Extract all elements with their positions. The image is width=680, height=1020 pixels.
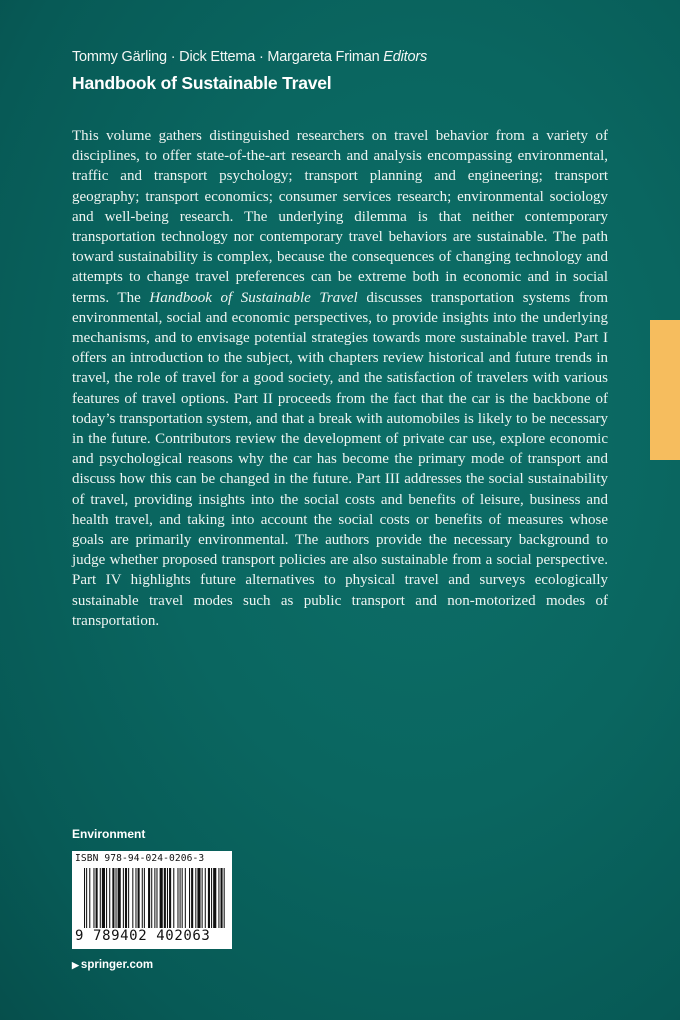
barcode-bar	[100, 868, 101, 928]
barcode-bar	[213, 868, 216, 928]
publisher-website[interactable]	[72, 959, 153, 971]
barcode-bar	[167, 868, 168, 928]
editors-line	[72, 49, 427, 65]
description-blurb	[72, 126, 608, 631]
barcode-bar	[93, 868, 94, 928]
barcode-bar	[182, 868, 183, 928]
barcode-bar	[218, 868, 219, 928]
barcode-bar	[185, 868, 186, 928]
barcode-bar	[128, 868, 129, 928]
barcode-bar	[180, 868, 181, 928]
barcode-bar	[142, 868, 143, 928]
barcode-bar	[156, 868, 157, 928]
barcode-bar	[151, 868, 152, 928]
barcode-bar	[96, 868, 98, 928]
barcode-bar	[177, 868, 178, 928]
barcode-bar	[106, 868, 107, 928]
barcode-bar	[112, 868, 114, 928]
website-label: springer.com	[80, 959, 154, 971]
isbn-digits: 9 789402 402063	[75, 928, 211, 944]
barcode-bar	[221, 868, 223, 928]
barcode-bar	[164, 868, 166, 928]
barcode-bar	[202, 868, 203, 928]
barcode-bar	[132, 868, 133, 928]
barcode-bar	[125, 868, 127, 928]
barcode-bar	[123, 868, 124, 928]
arrow-icon: ▶	[72, 960, 79, 970]
isbn-barcode	[72, 851, 232, 949]
barcode-bar	[205, 868, 206, 928]
barcode-bar	[211, 868, 212, 928]
barcode-bar	[144, 868, 145, 928]
barcode-bar	[86, 868, 87, 928]
book-title: Handbook of Sustainable Travel	[72, 73, 332, 93]
barcode-bar	[195, 868, 196, 928]
barcode-bar	[138, 868, 140, 928]
author-names: Tommy Gärling · Dick Ettema · Margareta Friman	[72, 49, 380, 65]
isbn-label: ISBN 978-94-024-0206-3	[75, 853, 205, 864]
barcode-bars	[84, 868, 226, 928]
barcode-bar	[169, 868, 171, 928]
barcode-bar	[116, 868, 117, 928]
barcode-bar	[189, 868, 190, 928]
barcode-bar	[84, 868, 85, 928]
barcode-bar	[89, 868, 90, 928]
barcode-bar	[173, 868, 174, 928]
barcode-bar	[208, 868, 210, 928]
barcode-bar	[191, 868, 193, 928]
editors-role: Editors	[383, 49, 428, 65]
barcode-bar	[148, 868, 150, 928]
color-tab	[650, 320, 680, 460]
subject-category: Environment	[72, 827, 146, 841]
barcode-bar	[224, 868, 225, 928]
barcode-bar	[118, 868, 121, 928]
barcode-bar	[102, 868, 105, 928]
blurb-part-1: This volume gathers distinguished researchers on travel behavior from a variety of disciplines, to offer state-of-the-art research and analysis encompassing environmental, traffic and transport psychology; transport planning and engineering; transport geography; transport economics; consumer services research; environmental sociology and well-being research. The underlying dilemma is that neither contemporary transportation technology nor contemporary travel behaviors are sustainable. The path toward sustainability is complex, because the consequences of changing technology and attempts to change travel preferences can be extreme both in economic and in social terms. The	[72, 128, 608, 306]
barcode-bar	[109, 868, 110, 928]
barcode-bar	[154, 868, 155, 928]
barcode-bar	[197, 868, 200, 928]
blurb-book-title: Handbook of Sustainable Travel	[149, 289, 358, 306]
blurb-part-2: discusses transportation systems from environmental, social and economic perspectives, to provide insights into the underlying mechanisms, and to envisage potential strategies towards more sustainable travel. Part I offers an introduction to the subject, with chapters review historical and future trends in travel, the role of travel for a good society, and the satisfaction of travelers with various features of travel options. Part II proceeds from the fact that the car is the backbone of today’s transportation system, and that a break with automobiles is likely to be necessary in the future. Contributors review the development of private car use, explore economic and psychological reasons why the car has become the primary mode of transport and discuss how this can be changed in the future. Part III addresses the social sustainability of travel, providing insights into the social costs and benefits of leisure, business and health travel, and taking into account the social costs or benefits of measures whose goals are primarily environmental. The authors provide the necessary background to judge whether proposed transport policies are also sustainable from a social perspective. Part IV highlights future alternatives to physical travel and surveys ecologically sustainable travel modes such as public transport and non-motorized modes of transportation.	[72, 289, 609, 629]
barcode-bar	[160, 868, 163, 928]
barcode-bar	[135, 868, 136, 928]
